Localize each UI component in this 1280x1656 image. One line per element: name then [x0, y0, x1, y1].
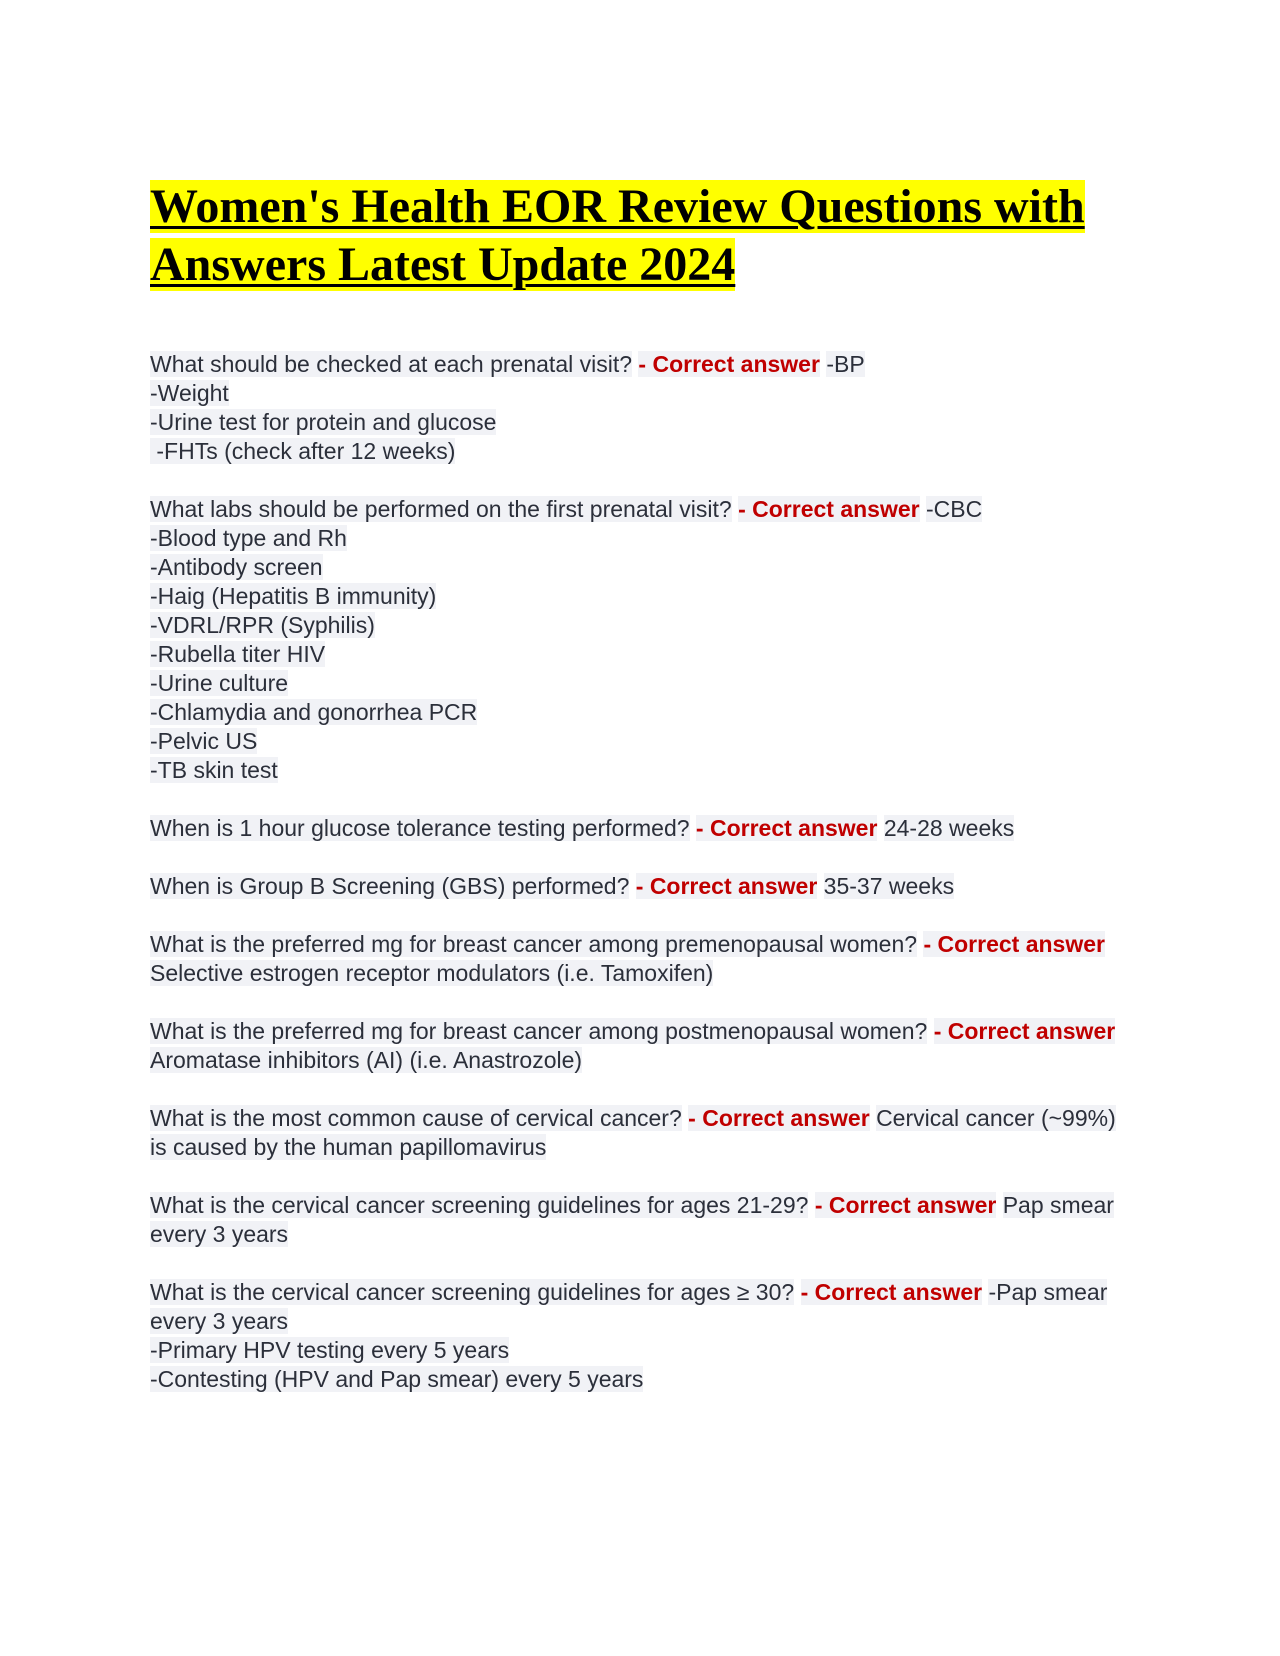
correct-answer-label: - Correct answer: [695, 815, 878, 841]
answer-line: [150, 611, 1130, 640]
answer-line-text: -Contesting (HPV and Pap smear) every 5 years: [150, 1366, 644, 1392]
answer-line: [150, 437, 1130, 466]
qa-item: [150, 930, 1130, 988]
qa-item: [150, 872, 1130, 901]
answer-line: [150, 669, 1130, 698]
question-text: What is the preferred mg for breast cancer among postmenopausal women?: [150, 1018, 928, 1044]
answer-line-text: -TB skin test: [150, 757, 278, 783]
answer-line: [150, 640, 1130, 669]
answer-text: -BP: [826, 351, 865, 377]
answer-line: [150, 524, 1130, 553]
question-text: What labs should be performed on the first prenatal visit?: [150, 496, 732, 522]
qa-item: [150, 814, 1130, 843]
answer-line: [150, 379, 1130, 408]
answer-text: 24-28 weeks: [883, 815, 1015, 841]
correct-answer-label: - Correct answer: [638, 351, 820, 377]
qa-item: [150, 350, 1130, 466]
answer-line: [150, 1336, 1130, 1365]
answer-line: [150, 582, 1130, 611]
answer-line: [150, 727, 1130, 756]
answer-text: 35-37 weeks: [823, 873, 955, 899]
answer-text: Pap smear every 3 years: [150, 1192, 1114, 1247]
answer-line-text: -Urine test for protein and glucose: [150, 409, 497, 435]
question-text: What is the preferred mg for breast cancer among premenopausal women?: [150, 931, 918, 957]
correct-answer-label: - Correct answer: [688, 1105, 870, 1131]
answer-line-text: -FHTs (check after 12 weeks): [150, 438, 456, 464]
correct-answer-label: - Correct answer: [738, 496, 920, 522]
qa-item: [150, 1017, 1130, 1075]
answer-line: [150, 756, 1130, 785]
answer-line-text: -VDRL/RPR (Syphilis): [150, 612, 375, 638]
correct-answer-label: - Correct answer: [933, 1018, 1116, 1044]
answer-line-text: -Chlamydia and gonorrhea PCR: [150, 699, 478, 725]
question-text: When is 1 hour glucose tolerance testing performed?: [150, 815, 690, 841]
answer-line: [150, 698, 1130, 727]
answer-line: [150, 1365, 1130, 1394]
answer-line-text: -Primary HPV testing every 5 years: [150, 1337, 510, 1363]
answer-text: Cervical cancer (~99%) is caused by the human papillomavirus: [150, 1105, 1116, 1160]
answer-line-text: -Antibody screen: [150, 554, 323, 580]
correct-answer-label: - Correct answer: [814, 1192, 997, 1218]
answer-line: [150, 553, 1130, 582]
answer-text: Selective estrogen receptor modulators (i.e. Tamoxifen): [150, 960, 714, 986]
answer-line-text: -Pelvic US: [150, 728, 258, 754]
question-text: What is the most common cause of cervical cancer?: [150, 1105, 682, 1131]
answer-text: Aromatase inhibitors (AI) (i.e. Anastrozole): [150, 1047, 583, 1073]
question-text: What should be checked at each prenatal visit?: [150, 351, 633, 377]
question-text: What is the cervical cancer screening guidelines for ages 21-29?: [150, 1192, 809, 1218]
correct-answer-label: - Correct answer: [800, 1279, 983, 1305]
qa-list: [150, 350, 1130, 1394]
answer-line-text: -Rubella titer HIV: [150, 641, 326, 667]
correct-answer-label: - Correct answer: [635, 873, 818, 899]
qa-item: [150, 1191, 1130, 1249]
question-text: What is the cervical cancer screening guidelines for ages ≥ 30?: [150, 1279, 795, 1305]
qa-item: [150, 1278, 1130, 1394]
question-text: When is Group B Screening (GBS) performed?: [150, 873, 630, 899]
answer-text: -Pap smear every 3 years: [150, 1279, 1108, 1334]
document-title: [150, 178, 1130, 294]
answer-line-text: -Haig (Hepatitis B immunity): [150, 583, 437, 609]
answer-line-text: -Weight: [150, 380, 229, 406]
document-page: [150, 178, 1130, 1423]
document-title-text: Women's Health EOR Review Questions with Answers Latest Update 2024: [150, 180, 1085, 291]
answer-line-text: -Urine culture: [150, 670, 289, 696]
correct-answer-label: - Correct answer: [923, 931, 1105, 957]
qa-item: [150, 1104, 1130, 1162]
qa-item: [150, 495, 1130, 785]
answer-line: [150, 408, 1130, 437]
answer-line-text: -Blood type and Rh: [150, 525, 347, 551]
answer-text: -CBC: [926, 496, 983, 522]
